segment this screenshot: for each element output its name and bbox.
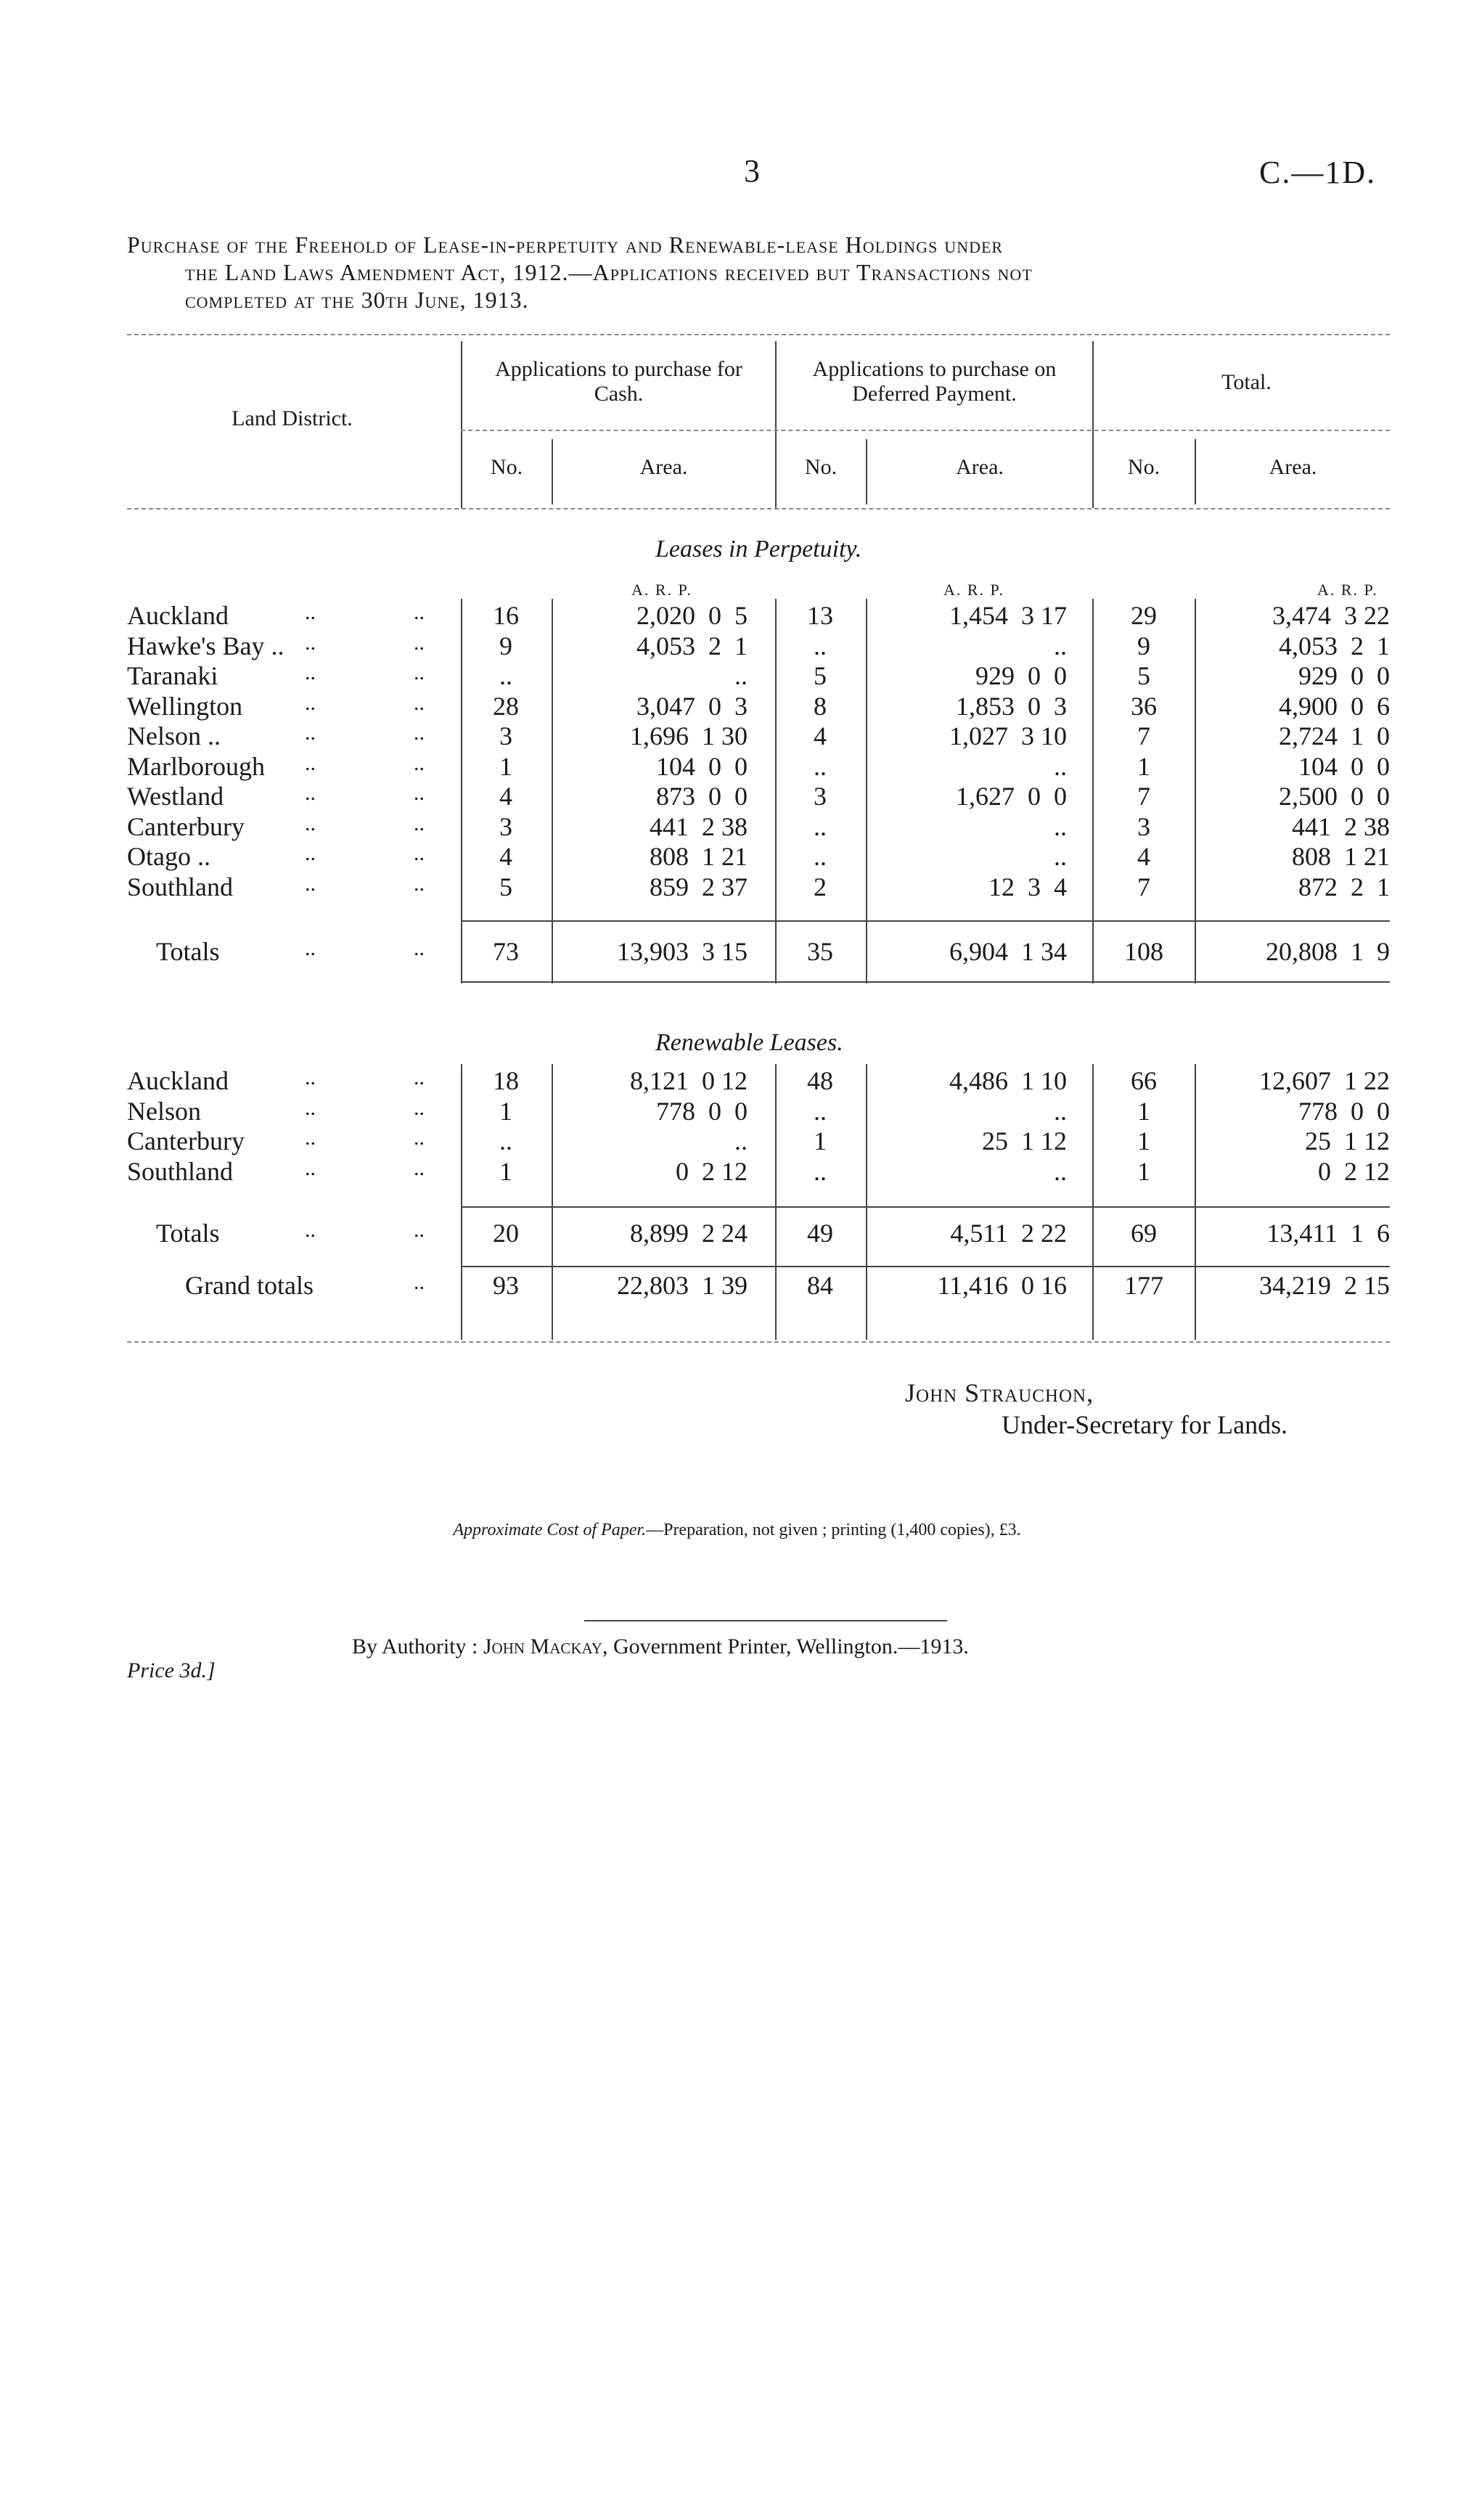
tot-area-header: Area. xyxy=(1269,455,1317,479)
table-cell: 8 xyxy=(814,691,827,721)
table-cell: .. xyxy=(1054,751,1067,781)
district-name: Auckland xyxy=(127,601,229,630)
page-number: 3 xyxy=(744,153,760,189)
table-cell: .. xyxy=(1054,631,1067,660)
table-cell: 1,027 3 10 xyxy=(949,721,1067,750)
table-cell: 0 2 12 xyxy=(676,1156,748,1186)
leader-dots: .. xyxy=(305,1065,316,1089)
arp-units-cash: A. R. P. xyxy=(631,581,692,599)
totals-cell: 4,511 2 22 xyxy=(950,1219,1067,1248)
table-cell: .. xyxy=(814,842,827,871)
leader-dots: .. xyxy=(414,1155,425,1180)
table-cell: 1 xyxy=(1137,751,1150,781)
district-name: Southland xyxy=(127,872,234,901)
table-cell: 808 1 21 xyxy=(650,842,748,871)
table-cell: 1,696 1 30 xyxy=(630,721,748,750)
leader-dots: .. xyxy=(305,750,316,775)
table-cell: 12,607 1 22 xyxy=(1259,1066,1390,1095)
totals-cell: 13,411 1 6 xyxy=(1266,1219,1390,1248)
def-area-header: Area. xyxy=(956,455,1004,479)
leader-dots: .. xyxy=(414,871,425,896)
cash-header: Applications to purchase for Cash. xyxy=(495,357,742,406)
grand-totals-cell: 11,416 0 16 xyxy=(937,1271,1067,1300)
table-cell: 12 3 4 xyxy=(988,872,1067,901)
table-cell: 7 xyxy=(1137,872,1150,901)
table-cell: 1,454 3 17 xyxy=(949,601,1067,630)
totals-rule xyxy=(461,1206,1390,1208)
leader-dots: .. xyxy=(305,1126,316,1150)
totals-bottom-rule xyxy=(461,981,1390,983)
totals-cell: 20 xyxy=(493,1219,519,1248)
authority-line xyxy=(352,1635,969,1659)
table-cell: 25 1 12 xyxy=(1305,1126,1390,1155)
table-cell: .. xyxy=(1054,811,1067,841)
footer-rule xyxy=(584,1620,947,1621)
leader-dots: .. xyxy=(305,841,316,865)
leader-dots: .. xyxy=(414,690,425,715)
table-cell: 2,500 0 0 xyxy=(1279,782,1390,811)
table-cell: 872 2 1 xyxy=(1298,872,1390,901)
table-cell: .. xyxy=(1054,1156,1067,1186)
district-name: Southland xyxy=(127,1156,234,1186)
leader-dots: .. xyxy=(305,1095,316,1120)
totals-cell: 8,899 2 24 xyxy=(630,1219,748,1248)
leader-dots: .. xyxy=(414,750,425,775)
table-cell: 4 xyxy=(499,782,512,811)
leader-dots: .. xyxy=(305,936,316,960)
leader-dots: .. xyxy=(305,1218,316,1242)
table-cell: 808 1 21 xyxy=(1292,842,1390,871)
arp-units-total: A. R. P. xyxy=(1317,581,1378,599)
table-cell: .. xyxy=(814,751,827,781)
leader-dots: .. xyxy=(414,841,425,865)
cost-text: —Preparation, not given ; printing (1,400 copies), £3. xyxy=(646,1521,1021,1539)
tot-no-header: No. xyxy=(1127,455,1160,479)
totals-cell: 13,903 3 15 xyxy=(617,937,748,966)
grand-totals-cell: 22,803 1 39 xyxy=(617,1271,748,1300)
table-cell: 5 xyxy=(499,872,512,901)
table-cell: 929 0 0 xyxy=(1298,661,1390,690)
totals-cell: 20,808 1 9 xyxy=(1266,937,1390,966)
table-cell: 3 xyxy=(499,721,512,750)
totals-cell: 69 xyxy=(1131,1219,1157,1248)
divider xyxy=(1092,341,1094,508)
leader-dots: .. xyxy=(414,811,425,835)
table-cell: 4,486 1 10 xyxy=(949,1066,1067,1095)
totals-cell: 6,904 1 34 xyxy=(949,937,1067,966)
grand-totals-cell: 93 xyxy=(493,1271,519,1300)
leader-dots: .. xyxy=(305,600,316,624)
table-cell: 29 xyxy=(1131,601,1157,630)
title-line-1: Purchase of the Freehold of Lease-in-perpetuity and Renewable-lease Holdings under xyxy=(127,232,1004,258)
leader-dots: .. xyxy=(414,781,425,805)
title-line-3: completed at the 30th June, 1913. xyxy=(185,287,529,313)
table-cell: 2 xyxy=(814,872,827,901)
table-cell: 104 0 0 xyxy=(656,751,748,781)
document-title xyxy=(127,231,1390,314)
table-cell: 8,121 0 12 xyxy=(630,1066,748,1095)
table-cell: 4,053 2 1 xyxy=(636,631,748,660)
grand-totals-cell: 34,219 2 15 xyxy=(1259,1271,1390,1300)
table-cell: 873 0 0 xyxy=(656,782,748,811)
table-cell: 5 xyxy=(1137,661,1150,690)
divider xyxy=(775,341,777,508)
table-cell: 13 xyxy=(807,601,833,630)
leader-dots: .. xyxy=(414,721,425,745)
cash-area-header: Area. xyxy=(639,455,688,479)
table-cell: .. xyxy=(499,1126,512,1155)
grand-totals-cell: 84 xyxy=(807,1271,833,1300)
table-cell: 104 0 0 xyxy=(1298,751,1390,781)
authority-prefix: By Authority : xyxy=(352,1635,478,1658)
leader-dots: .. xyxy=(305,781,316,805)
table-cell: 25 1 12 xyxy=(982,1126,1067,1155)
table-cell: 16 xyxy=(493,601,519,630)
leader-dots: .. xyxy=(305,871,316,896)
leader-dots: .. xyxy=(414,1218,425,1242)
table-cell: 778 0 0 xyxy=(656,1096,748,1126)
district-name: Canterbury xyxy=(127,1126,245,1155)
table-cell: 1 xyxy=(499,1096,512,1126)
district-name: Marlborough xyxy=(127,751,265,781)
price: Price 3d.] xyxy=(127,1658,216,1682)
table-cell: .. xyxy=(814,631,827,660)
table-bottom-rule xyxy=(127,1341,1390,1343)
table-cell: 9 xyxy=(1137,631,1150,660)
table-cell: 28 xyxy=(493,691,519,721)
totals-cell: 49 xyxy=(807,1219,833,1248)
table-cell: 1 xyxy=(499,1156,512,1186)
land-district-header: Land District. xyxy=(232,406,353,430)
total-header: Total. xyxy=(1221,370,1272,394)
district-name: Taranaki xyxy=(127,661,218,690)
table-cell: 1 xyxy=(1137,1096,1150,1126)
table-cell: 1,627 0 0 xyxy=(956,782,1067,811)
table-cell: 859 2 37 xyxy=(650,872,748,901)
grand-totals-rule xyxy=(461,1266,1390,1267)
signature-name: John Strauchon, xyxy=(905,1378,1094,1407)
leader-dots: .. xyxy=(414,1126,425,1150)
divider xyxy=(461,341,462,508)
table-cell: 3 xyxy=(814,782,827,811)
leader-dots: .. xyxy=(414,660,425,684)
table-cell: 66 xyxy=(1131,1066,1157,1095)
table-cell: 1 xyxy=(499,751,512,781)
totals-rule xyxy=(461,920,1390,922)
table-cell: .. xyxy=(814,1156,827,1186)
totals-cell: 35 xyxy=(807,937,833,966)
table-cell: 3,474 3 22 xyxy=(1272,601,1390,630)
document-reference: C.—1D. xyxy=(1259,155,1377,190)
table-cell: 3 xyxy=(1137,811,1150,841)
leader-dots: .. xyxy=(305,1155,316,1180)
totals-cell: 108 xyxy=(1124,937,1163,966)
signature-title: Under-Secretary for Lands. xyxy=(1002,1410,1288,1439)
section-title-perpetuity: Leases in Perpetuity. xyxy=(655,536,862,562)
table-cell: 2,020 0 5 xyxy=(636,601,748,630)
table-cell: 48 xyxy=(807,1066,833,1095)
table-cell: .. xyxy=(734,1126,748,1155)
district-name: Westland xyxy=(127,782,224,811)
table-cell: 18 xyxy=(493,1066,519,1095)
table-cell: 1,853 0 3 xyxy=(956,691,1067,721)
table-top-rule xyxy=(127,334,1390,335)
leader-dots: .. xyxy=(305,811,316,835)
def-no-header: No. xyxy=(804,455,838,479)
leader-dots: .. xyxy=(414,936,425,960)
table-cell: 1 xyxy=(814,1126,827,1155)
table-cell: 4,053 2 1 xyxy=(1279,631,1390,660)
totals-cell: 73 xyxy=(493,937,519,966)
table-cell: 3 xyxy=(499,811,512,841)
district-name: Wellington xyxy=(127,691,243,721)
table-cell: .. xyxy=(499,661,512,690)
table-cell: .. xyxy=(814,1096,827,1126)
table-cell: .. xyxy=(1054,1096,1067,1126)
district-name: Otago .. xyxy=(127,842,210,871)
table-cell: 4 xyxy=(814,721,827,750)
leader-dots: .. xyxy=(414,1065,425,1089)
district-name: Nelson xyxy=(127,1096,201,1126)
authority-rest: Government Printer, Wellington.—1913. xyxy=(613,1635,969,1658)
cost-of-paper xyxy=(0,1521,1474,1540)
district-name: Hawke's Bay .. xyxy=(127,631,284,660)
leader-dots: .. xyxy=(414,630,425,655)
leader-dots: .. xyxy=(305,721,316,745)
table-cell: .. xyxy=(1054,842,1067,871)
table-cell: 36 xyxy=(1131,691,1157,721)
table-cell: 4 xyxy=(499,842,512,871)
leader-dots: .. xyxy=(414,1270,425,1294)
cost-label: Approximate Cost of Paper. xyxy=(453,1521,647,1539)
leader-dots: .. xyxy=(414,600,425,624)
table-cell: 441 2 38 xyxy=(1292,811,1390,841)
grand-totals-label: Grand totals xyxy=(185,1271,314,1300)
table-cell: 929 0 0 xyxy=(975,661,1067,690)
arp-units-deferred: A. R. P. xyxy=(943,581,1004,599)
totals-label: Totals xyxy=(156,937,220,966)
district-name: Nelson .. xyxy=(127,721,221,750)
grand-totals-cell: 177 xyxy=(1124,1271,1163,1300)
table-cell: 4 xyxy=(1137,842,1150,871)
table-cell: 7 xyxy=(1137,782,1150,811)
table-cell: 441 2 38 xyxy=(650,811,748,841)
table-cell: 9 xyxy=(499,631,512,660)
leader-dots: .. xyxy=(305,630,316,655)
table-cell: 5 xyxy=(814,661,827,690)
leader-dots: .. xyxy=(305,660,316,684)
district-name: Auckland xyxy=(127,1066,229,1095)
leader-dots: .. xyxy=(305,690,316,715)
cash-no-header: No. xyxy=(490,455,523,479)
authority-name: John Mackay, xyxy=(483,1635,608,1658)
table-cell: 2,724 1 0 xyxy=(1279,721,1390,750)
table-cell: 0 2 12 xyxy=(1318,1156,1390,1186)
table-cell: 7 xyxy=(1137,721,1150,750)
header-bottom-rule xyxy=(127,508,1390,510)
leader-dots: .. xyxy=(414,1095,425,1120)
table-cell: 778 0 0 xyxy=(1298,1096,1390,1126)
table-cell: 1 xyxy=(1137,1126,1150,1155)
header-mid-rule xyxy=(461,430,1390,431)
deferred-header: Applications to purchase on Deferred Payment. xyxy=(812,357,1057,406)
district-name: Canterbury xyxy=(127,811,245,841)
table-cell: 4,900 0 6 xyxy=(1279,691,1390,721)
table-cell: 1 xyxy=(1137,1156,1150,1186)
totals-label: Totals xyxy=(156,1219,220,1248)
table-cell: 3,047 0 3 xyxy=(636,691,748,721)
title-line-2: the Land Laws Amendment Act, 1912.—Applications received but Transactions not xyxy=(185,259,1033,285)
table-cell: .. xyxy=(814,811,827,841)
section-title-renewable: Renewable Leases. xyxy=(655,1029,843,1056)
table-cell: .. xyxy=(734,661,748,690)
